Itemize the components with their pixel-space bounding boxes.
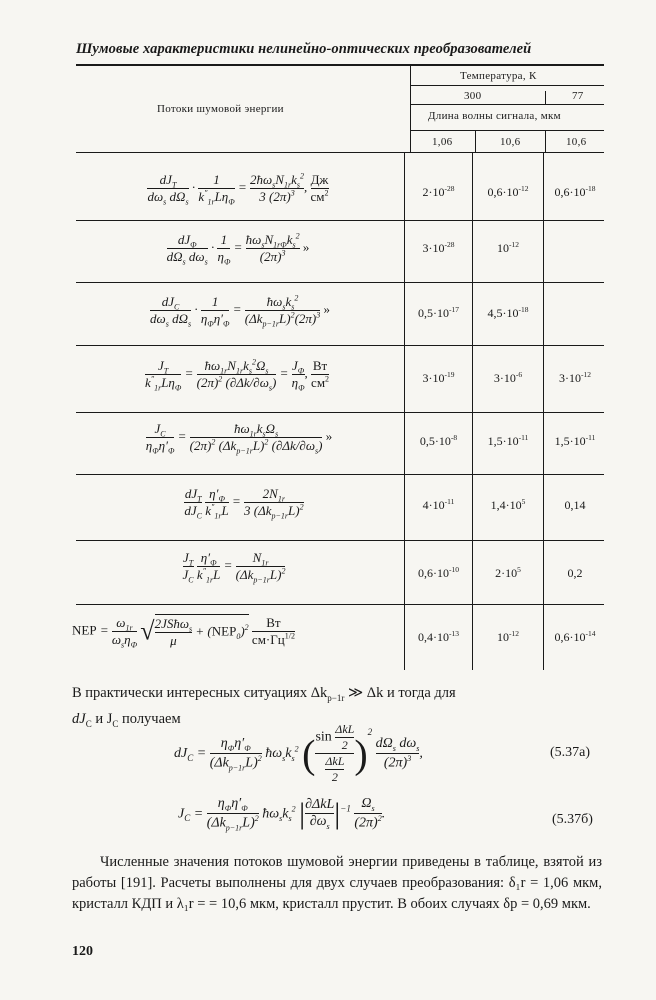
equation-number-a: (5.37а): [550, 745, 591, 760]
table-top-rule: [76, 64, 604, 66]
body-divider-1: [472, 153, 473, 670]
body-divider-2: [543, 153, 544, 670]
header-divider: [410, 65, 411, 152]
value-cell-r5-c2: $1,5\cdot 10^{-11}$: [487, 433, 529, 448]
value-cell-r6-c1: $4\cdot 10^{-11}$: [422, 497, 455, 512]
wavelength-1: 1,06: [432, 136, 453, 148]
wavelength-2: 10,6: [500, 136, 521, 148]
value-cell-r7-c1: $0,6\cdot 10^{-10}$: [418, 565, 459, 580]
value-cell-r8-c1: $0,4\cdot 10^{-13}$: [418, 629, 459, 644]
flows-column-header: Потоки шумовой энергии: [157, 103, 284, 115]
intro-end: получаем: [118, 710, 181, 727]
equation-5-37b: $J_C$ = $\eta_Ф\eta'_Ф$ $(\Delta k_{p-1r}L)^2$ $ħ\omega_sk_s^2$ | ∂ΔkL $\partial\omega_s$ $|^{-1}$ $\frac{\Omega_s}{(2\pi)^2}$ .: [178, 796, 386, 833]
value-cell-r3-c2: $4,5\cdot 10^{-18}$: [487, 305, 529, 320]
page-number: 120: [72, 944, 93, 959]
intro-line-1: В практически интересных ситуациях Δk: [72, 685, 328, 701]
row-rule-4: [76, 412, 604, 413]
wl-divider-1: [475, 131, 476, 152]
value-cell-r6-c2: $1,4\cdot 10^5$: [490, 497, 526, 512]
paragraph-results: Численные значения потоков шумовой энергии приведены в таблице, взятой из работы [191]. Расчеты выполнены для двух случаев преобразования: δ₁r = 1,06 мкм, кристалл КДП и λ₁r = = 10,6 мкм, кристалл прустит. В обоих случаях δр = 0,69 мкм.: [72, 854, 602, 912]
temp-values-rule: [411, 104, 604, 105]
value-cell-r3-c1: $0,5\cdot 10^{-17}$: [418, 305, 459, 320]
table-title: Шумовые характеристики нелинейно-оптических преобразователей: [76, 41, 532, 57]
value-cell-r7-c3: 0,2: [567, 566, 583, 580]
body-divider-0: [404, 153, 405, 670]
row-rule-7: [76, 604, 604, 605]
value-cell-r1-c2: $0,6\cdot 10^{-12}$: [487, 184, 529, 199]
formula-row-5: $J_C$ $\eta_Ф\eta'_Ф$ = $ħ\omega_{1r}k_s\Omega_s$ $(2\pi)^2$ $(\Delta k_{p-1r}L)^2$ $(\partial\Delta k/\partial\omega_s)$ »: [145, 421, 333, 456]
formula-row-4: $J_T$ $k''_{1r}L\eta_Ф$ = $ħ\omega_{1r}N_{1r}k_s^2\Omega_s$ $(2\pi)^2$ $(\partial\Delta k/\partial\omega_s)$ = $J_Ф$ $\eta_Ф$ , Вт $см^2$: [144, 357, 330, 393]
value-cell-r5-c3: $1,5\cdot 10^{-11}$: [554, 433, 596, 448]
equation-5-37a: $dJ_C$ = $\eta_Ф\eta'_Ф$ $(\Delta k_{p-1r}L)^2$ $ħ\omega_sk_s^2$ ( sin ΔkL 2 ΔkL 2 )$^2$ $d\Omega_s$ $d\omega_s$ $(2\pi)^3$ ,: [174, 722, 423, 784]
value-cell-r4-c1: $3\cdot 10^{-19}$: [422, 370, 455, 385]
equation-number-b: (5.37б): [552, 812, 593, 827]
row-rule-6: [76, 540, 604, 541]
value-cell-r1-c1: $2\cdot 10^{-28}$: [422, 184, 455, 199]
value-cell-r8-c3: $0,6\cdot 10^{-14}$: [554, 629, 596, 644]
intro-line-1-rest: ≫ Δk и тогда для: [344, 685, 456, 701]
value-cell-r2-c1: $3\cdot 10^{-28}$: [422, 240, 455, 255]
value-cell-r8-c2: $10^{-12}$: [497, 629, 519, 644]
intro-and: и J: [91, 710, 113, 727]
value-cell-r4-c2: $3\cdot 10^{-6}$: [493, 370, 523, 385]
temperature-header: Температура, К: [460, 70, 537, 82]
wavelength-header: Длина волны сигнала, мкм: [428, 110, 561, 122]
wl-divider-2: [545, 131, 546, 152]
intro-sub-1: р−1r: [327, 692, 345, 703]
intro-sub-2: С: [85, 718, 92, 729]
formula-row-1: $dJ_T$ $d\omega_s$ $d\Omega_s$ · 1 $k''_{1r}L\eta_Ф$ = $2ħ\omega_sN_{1r}k_s^2$ 3 $(2\pi)^3$ , Дж $см^2$: [147, 171, 329, 207]
value-cell-r2-c2: $10^{-12}$: [497, 240, 519, 255]
value-cell-r4-c3: $3\cdot 10^{-12}$: [559, 370, 591, 385]
temp-divider: [545, 91, 546, 104]
intro-sub-3: С: [112, 718, 119, 729]
value-cell-r5-c1: $0,5\cdot 10^{-8}$: [419, 433, 458, 448]
value-cell-r6-c3: 0,14: [564, 498, 586, 512]
intro-dj: dJ: [72, 710, 86, 727]
formula-row-7: $\frac{J_T}{J_C}$ $\eta'_Ф$ $k''_{1r}L$ = $N_{1r}$ $(\Delta k_{p-1r}L)^2$: [182, 550, 286, 585]
row-rule-5: [76, 474, 604, 475]
temp-77: 77: [572, 90, 584, 102]
value-cell-r7-c2: $2\cdot 10^5$: [495, 565, 521, 580]
temp-300: 300: [464, 90, 482, 102]
formula-row-6: $dJ_T$ $dJ_C$ $\eta'_Ф$ $k''_{1r}L$ = $2N_{1r}$ 3 $(\Delta k_{p-1r}L)^2$: [184, 486, 304, 521]
formula-row-3: $dJ_C$ $d\omega_s$ $d\Omega_s$ · 1 $\eta_Ф\eta'_Ф$ = $ħ\omega_sk_s^2$ $(\Delta k_{p-1r}L)^2(2\pi)^3$ »: [150, 293, 330, 329]
temp-rule: [411, 85, 604, 86]
formula-row-2: $dJ_Ф$ $d\Omega_s$ $d\omega_s$ · 1 $\eta_Ф$ = $ħ\omega_sN_{1rФ}k_s^2$ $(2\pi)^3$ »: [166, 231, 310, 267]
header-bottom-rule: [76, 152, 604, 153]
wavelength-3: 10,6: [566, 136, 587, 148]
value-cell-r1-c3: $0,6\cdot 10^{-18}$: [554, 184, 596, 199]
row-rule-2: [76, 282, 604, 283]
row-rule-1: [76, 220, 604, 221]
formula-row-8: NEP = $\omega_{1r}$ $\omega_s\eta_Ф$ √ 2JSħω$_s$ μ + $(NEP_0)^2$ Вт $см\cdot Гц^{1/2}$: [72, 615, 295, 650]
wavelength-rule: [411, 130, 604, 131]
row-rule-3: [76, 345, 604, 346]
